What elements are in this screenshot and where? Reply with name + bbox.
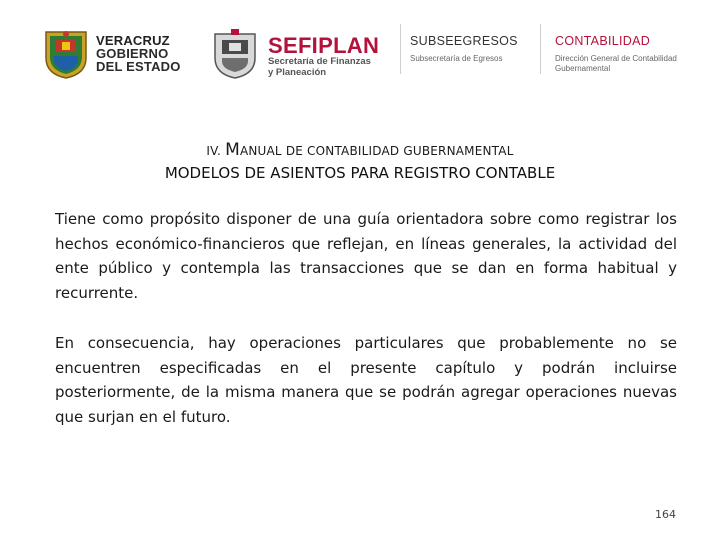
subsecretaria-desc: Subsecretaría de Egresos (410, 54, 503, 63)
section-heading (0, 140, 720, 160)
subsecretaria-title: SUBSEEGRESOS (410, 34, 518, 48)
contabilidad-title: CONTABILIDAD (555, 34, 651, 48)
body-paragraph: Tiene como propósito disponer de una guía orientadora sobre como registrar los hechos económico-financieros que reflejan, en líneas generales, la actividad del ente público y contempla las transacciones que se dan en forma habitual y recurrente. (55, 210, 677, 302)
sefiplan-sub1: Secretaría de Finanzas (268, 56, 371, 67)
contabilidad-desc1: Dirección General de Contabilidad (555, 54, 677, 63)
body-paragraph: En consecuencia, hay operaciones particulares que probablemente no se encuentren especificadas en el presente capítulo y podrán incluirse posteriormente, de la misma manera que se podrán agregar operaciones nuevas que surjan en el futuro. (55, 334, 677, 426)
section-rest: ANUAL DE CONTABILIDAD GUBERNAMENTAL (239, 144, 514, 158)
veracruz-logo-text (96, 34, 181, 73)
sefiplan-subtitle (268, 56, 371, 78)
contabilidad-desc (555, 54, 685, 74)
veracruz-line3: DEL ESTADO (96, 59, 181, 74)
header-divider (400, 24, 401, 74)
contabilidad-desc2: Gubernamental (555, 64, 611, 73)
veracruz-shield-icon (42, 28, 90, 80)
page-title: MODELOS DE ASIENTOS PARA REGISTRO CONTABLE (164, 164, 556, 182)
veracruz-line2: GOBIERNO (96, 46, 169, 61)
section-roman: IV. (206, 144, 226, 158)
sefiplan-title: SEFIPLAN (268, 33, 380, 58)
page-header (0, 0, 720, 110)
header-divider (540, 24, 541, 74)
sefiplan-sub2: y Planeación (268, 67, 327, 78)
section-initial: M (225, 140, 240, 160)
veracruz-line1: VERACRUZ (96, 33, 170, 48)
page-number: 164 (655, 508, 676, 521)
sefiplan-shield-icon (212, 28, 258, 80)
